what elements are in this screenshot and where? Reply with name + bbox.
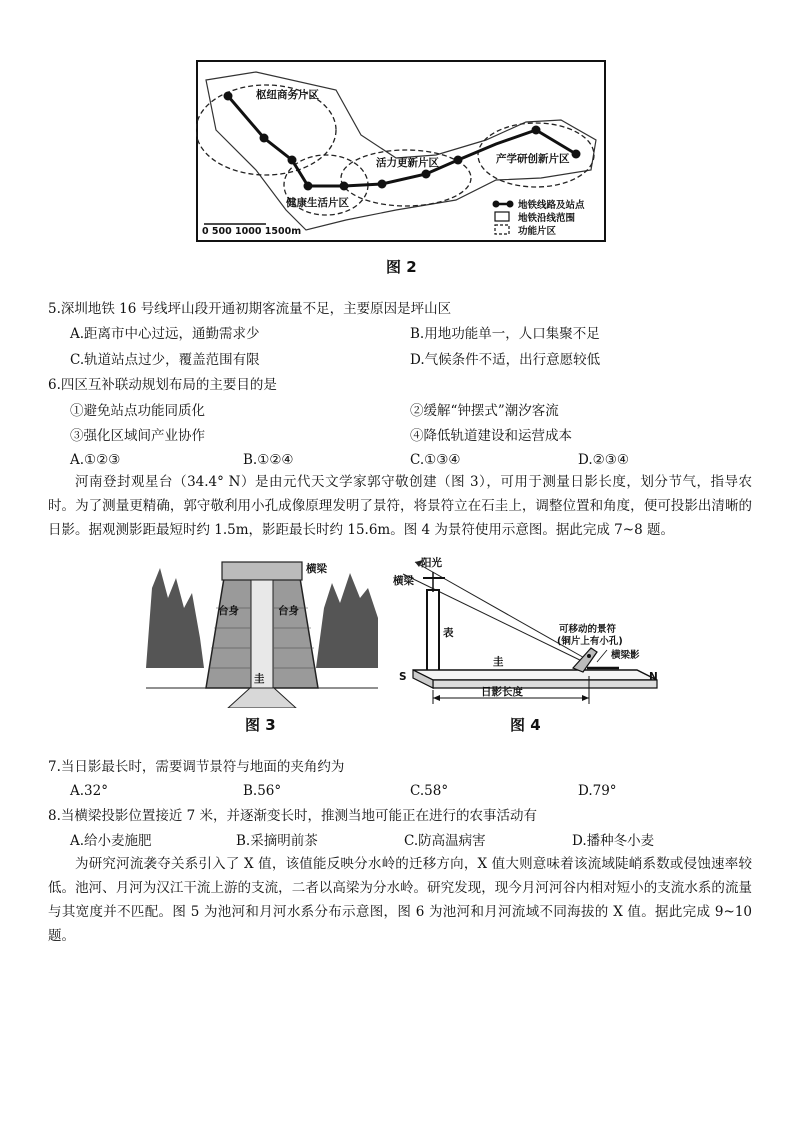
q5-option-a[interactable]: A.距离市中心过远，通勤需求少	[70, 326, 260, 342]
q6-option-b[interactable]: B.①②④	[243, 452, 294, 468]
q5-option-d[interactable]: D.气候条件不适，出行意愿较低	[410, 352, 601, 368]
fig4-s: S	[399, 671, 407, 683]
q7-option-b[interactable]: B.56°	[243, 783, 282, 799]
fig4-n: N	[649, 671, 658, 683]
gui-slab	[413, 670, 657, 680]
q5-stem: 5.深圳地铁 16 号线坪山段开通初期客流量不足，主要原因是坪山区	[48, 301, 452, 317]
q5-option-c[interactable]: C.轨道站点过少，覆盖范围有限	[70, 352, 260, 368]
fig4-jingfu: 可移动的景符	[559, 624, 617, 635]
figure3-observatory	[146, 548, 378, 708]
q7-stem: 7.当日影最长时，需要调节景符与地面的夹角约为	[48, 759, 345, 775]
station	[288, 156, 297, 165]
q6-stem: 6.四区互补联动规划布局的主要目的是	[48, 377, 277, 393]
fig4-gui: 圭	[493, 656, 504, 668]
label-industry: 产学研创新片区	[496, 153, 570, 165]
figure4-jingfu-diagram	[393, 552, 665, 708]
q7-option-d[interactable]: D.79°	[578, 783, 617, 799]
station	[422, 170, 431, 179]
station	[378, 180, 387, 189]
station	[572, 150, 581, 159]
q6-item-1: ①避免站点功能同质化	[70, 403, 205, 419]
q8-option-d[interactable]: D.播种冬小麦	[572, 833, 655, 849]
q5-option-b[interactable]: B.用地功能单一，人口集聚不足	[410, 326, 600, 342]
map-legend	[493, 199, 586, 237]
metro-line	[228, 96, 576, 186]
metro-stations	[224, 92, 581, 191]
fig3-gui: 圭	[254, 673, 265, 685]
q7-option-a[interactable]: A.32°	[70, 783, 108, 799]
station	[304, 182, 313, 191]
center-slot	[251, 580, 273, 688]
label-hub: 枢纽商务片区	[256, 89, 319, 101]
station	[340, 182, 349, 191]
q8-option-c[interactable]: C.防高温病害	[404, 833, 486, 849]
q8-option-a[interactable]: A.给小麦施肥	[70, 833, 152, 849]
label-health: 健康生活片区	[286, 197, 349, 209]
fig4-shadow: 横梁影	[611, 650, 640, 661]
station	[532, 126, 541, 135]
intro-9-10: 为研究河流袭夺关系引入了 X 值，该值能反映分水岭的迁移方向，X 值大则意味着该流域陡峭系数或侵蚀速率较低。池河、月河为汉江干流上游的支流，二者以高梁为分水岭。研究发现，现今月河河谷内相对短小的支流水系的流量与其宽度并不匹配。图 5 为池河和月河水系分布示意图，图 6 为池河和月河流域不同海拔的 X 值。据此完成 9~10 题。	[48, 856, 752, 944]
q8-stem: 8.当横梁投影位置接近 7 米，并逐渐变长时，推测当地可能正在进行的农事活动有	[48, 808, 538, 824]
q6-item-2: ②缓解“钟摆式”潮汐客流	[410, 403, 559, 419]
fig4-sun: 阳光	[421, 557, 442, 569]
fig4-biao: 表	[443, 627, 454, 639]
q7-option-c[interactable]: C.58°	[410, 783, 449, 799]
figure4-caption: 图 4	[510, 716, 541, 734]
legend-line: 地铁线路及站点	[518, 200, 585, 211]
label-vitality: 活力更新片区	[376, 157, 439, 169]
intro-7-8: 河南登封观星台（34.4° N）是由元代天文学家郭守敬创建（图 3），可用于测量日影长度，划分节气，指导农时。为了测量更精确，郭守敬利用小孔成像原理发明了景符，将景符立在石圭上，调整位置和角度，便可投影出清晰的日影。据观测影距最短时约 1.5m，影距最长时约 15.6m。图 4 为景符使用示意图。据此完成 7~8 题。	[48, 474, 752, 538]
fig3-body-left: 台身	[218, 605, 239, 617]
figure3-caption: 图 3	[245, 716, 276, 734]
fig4-jingfu-note: (铜片上有小孔)	[557, 636, 623, 647]
legend-corridor: 地铁沿线范围	[518, 213, 576, 224]
fig4-length: 日影长度	[481, 686, 523, 698]
fig4-beam: 横梁	[393, 575, 414, 587]
q6-item-4: ④降低轨道建设和运营成本	[410, 428, 572, 444]
q6-option-a[interactable]: A.①②③	[70, 452, 121, 468]
q8-option-b[interactable]: B.采摘明前茶	[236, 833, 318, 849]
tower-top	[222, 562, 302, 580]
figure2-map	[196, 60, 606, 242]
station	[224, 92, 233, 101]
legend-zone: 功能片区	[518, 226, 557, 237]
biao-column	[427, 590, 439, 674]
fig3-beam-label: 横梁	[306, 563, 327, 575]
q6-option-d[interactable]: D.②③④	[578, 452, 629, 468]
station	[260, 134, 269, 143]
q6-item-3: ③强化区域间产业协作	[70, 428, 205, 444]
figure2-caption: 图 2	[386, 258, 417, 276]
fig3-body-right: 台身	[278, 605, 299, 617]
station	[454, 156, 463, 165]
q6-option-c[interactable]: C.①③④	[410, 452, 461, 468]
scale-label: 0 500 1000 1500m	[202, 226, 302, 237]
